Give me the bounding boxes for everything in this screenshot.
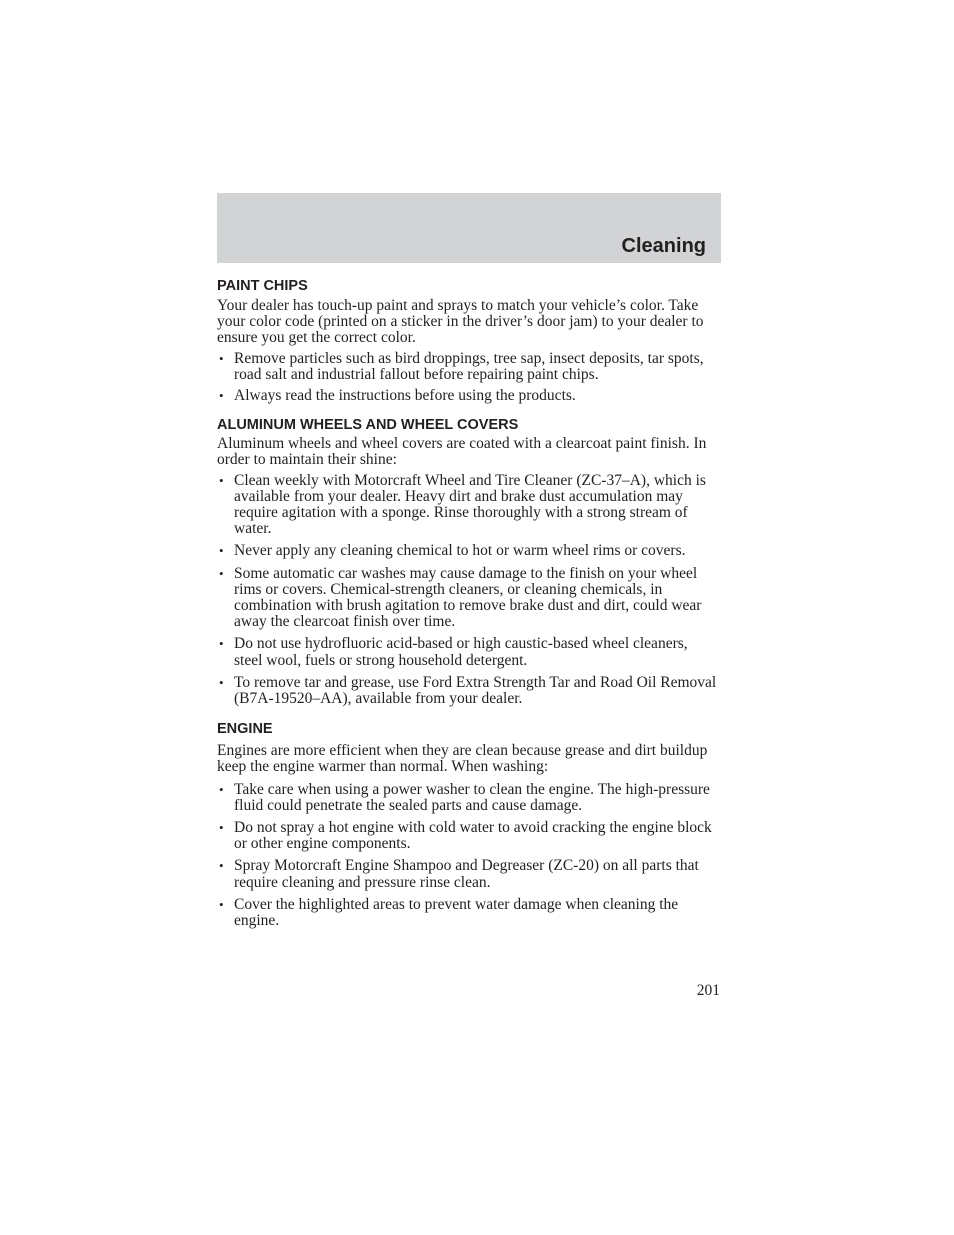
section-header-band (217, 193, 721, 263)
list-item: • Never apply any cleaning chemical to hot or warm wheel rims or covers. (217, 543, 719, 559)
bullet-list (217, 351, 719, 405)
bullet-list (217, 782, 719, 930)
section-intro: Aluminum wheels and wheel covers are coated with a clearcoat paint finish. In order to maintain their shine: (217, 435, 707, 469)
page-content (217, 276, 719, 929)
section-heading: ALUMINUM WHEELS AND WHEEL COVERS (217, 417, 519, 434)
list-item: • Clean weekly with Motorcraft Wheel and Tire Cleaner (ZC-37–A), which is available from your dealer. Heavy dirt and brake dust accumulation may require agitation with a sponge. Rinse thoroughly with a strong stream of water. (217, 473, 719, 538)
list-item: • Spray Motorcraft Engine Shampoo and Degreaser (ZC-20) on all parts that require cleaning and pressure rinse clean. (217, 858, 719, 890)
section-aluminum-wheels (217, 415, 719, 707)
section-paint-chips (217, 276, 719, 404)
section-engine (217, 719, 719, 929)
section-heading: ENGINE (217, 721, 273, 738)
section-intro: Engines are more efficient when they are clean because grease and dirt buildup keep the engine warmer than normal. When washing: (217, 742, 708, 776)
list-item: • To remove tar and grease, use Ford Extra Strength Tar and Road Oil Removal (B7A-19520–AA), available from your dealer. (217, 675, 719, 707)
list-item: • Remove particles such as bird droppings, tree sap, insect deposits, tar spots, road salt and industrial fallout before repairing paint chips. (217, 351, 719, 383)
list-item: • Cover the highlighted areas to prevent water damage when cleaning the engine. (217, 897, 719, 929)
page-number: 201 (696, 982, 720, 999)
list-item: • Always read the instructions before using the products. (217, 388, 719, 404)
list-item: • Some automatic car washes may cause damage to the finish on your wheel rims or covers. Chemical-strength cleaners, or cleaning chemicals, in combination with brush agitation to remove brake dust and dirt, could wear away the clearcoat finish over time. (217, 566, 719, 631)
bullet-list (217, 473, 719, 708)
section-intro: Your dealer has touch-up paint and sprays to match your vehicle’s color. Take your color code (printed on a sticker in the driver’s door jam) to your dealer to ensure you get the correct color. (217, 297, 704, 347)
section-title: Cleaning (621, 235, 706, 257)
list-item: • Do not use hydrofluoric acid-based or high caustic-based wheel cleaners, steel wool, fuels or strong household detergent. (217, 636, 719, 668)
list-item: • Take care when using a power washer to clean the engine. The high-pressure fluid could penetrate the sealed parts and cause damage. (217, 782, 719, 814)
list-item: • Do not spray a hot engine with cold water to avoid cracking the engine block or other engine components. (217, 820, 719, 852)
section-heading: PAINT CHIPS (217, 278, 308, 294)
